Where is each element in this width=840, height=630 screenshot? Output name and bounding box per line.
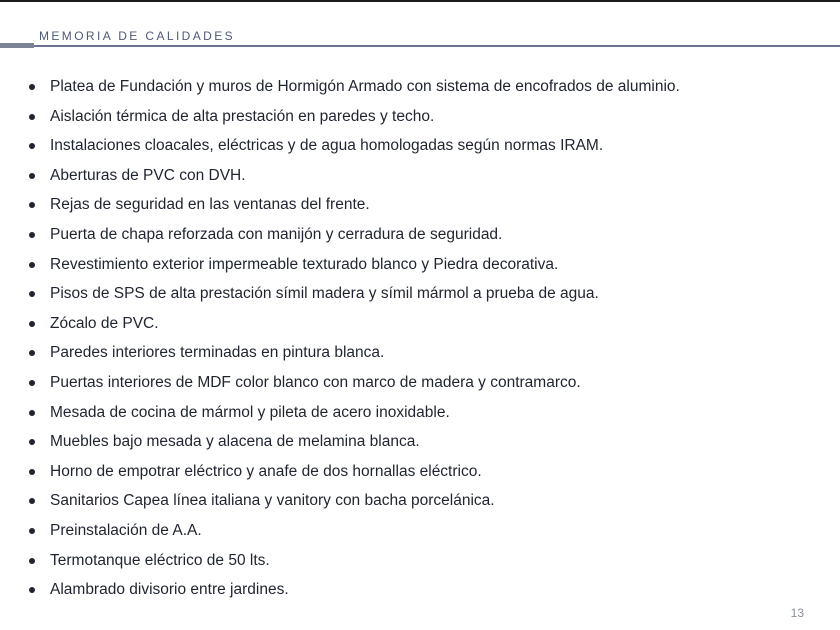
top-border [0, 0, 840, 2]
list-item: Paredes interiores terminadas en pintura blanca. [26, 338, 826, 368]
list-item: Aberturas de PVC con DVH. [26, 161, 826, 191]
section-title: MEMORIA DE CALIDADES [39, 29, 236, 43]
list-item: Termotanque eléctrico de 50 lts. [26, 546, 826, 576]
list-item: Alambrado divisorio entre jardines. [26, 575, 826, 605]
list-item: Instalaciones cloacales, eléctricas y de agua homologadas según normas IRAM. [26, 131, 826, 161]
list-item: Sanitarios Capea línea italiana y vanitory con bacha porcelánica. [26, 486, 826, 516]
list-item: Puertas interiores de MDF color blanco con marco de madera y contramarco. [26, 368, 826, 398]
list-item: Preinstalación de A.A. [26, 516, 826, 546]
header-rule [34, 45, 840, 47]
specification-list [26, 72, 826, 605]
header-accent-rule [0, 43, 34, 48]
list-item: Horno de empotrar eléctrico y anafe de dos hornallas eléctrico. [26, 457, 826, 487]
list-item: Platea de Fundación y muros de Hormigón Armado con sistema de encofrados de aluminio. [26, 72, 826, 102]
list-item: Puerta de chapa reforzada con manijón y cerradura de seguridad. [26, 220, 826, 250]
list-item: Rejas de seguridad en las ventanas del frente. [26, 190, 826, 220]
list-item: Aislación térmica de alta prestación en paredes y techo. [26, 102, 826, 132]
list-item: Pisos de SPS de alta prestación símil madera y símil mármol a prueba de agua. [26, 279, 826, 309]
list-item: Mesada de cocina de mármol y pileta de acero inoxidable. [26, 398, 826, 428]
list-item: Muebles bajo mesada y alacena de melamina blanca. [26, 427, 826, 457]
list-item: Revestimiento exterior impermeable texturado blanco y Piedra decorativa. [26, 250, 826, 280]
list-item: Zócalo de PVC. [26, 309, 826, 339]
page-number: 13 [790, 606, 804, 620]
